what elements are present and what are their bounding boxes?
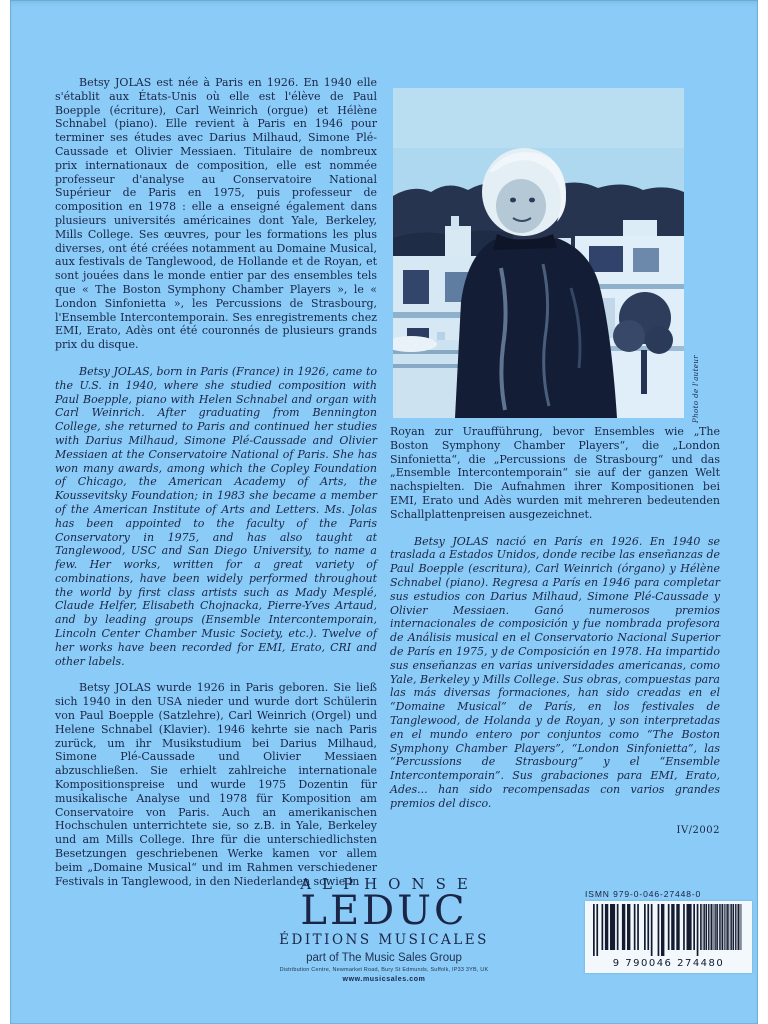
publisher-subtitle: ÉDITIONS MUSICALES [279,932,489,948]
barcode-block [585,889,760,973]
barcode-bars [593,904,744,956]
right-text-column [390,425,720,837]
book-back-cover [10,0,758,1024]
bio-paragraph-spanish: Betsy JOLAS nació en París en 1926. En 1940 se traslada a Estados Unidos, donde recibe las enseñanzas de Paul Boepple (escritura), Carl Weinrich (órgano) y Hélène Schnabel (piano). Regresa a París en 1946 para completar sus estudios con Darius Milhaud, Simone Plé-Caussade y Olivier Messiaen. Ganó numerosos premios internacionales de composición y fue nombrada profesora de Análisis musical en el Conservatorio Nacional Superior de París en 1975, y de Composición en 1978. Ha impartido sus enseñanzas en varias universidades americanas, como Yale, Berkeley y Mills College. Sus obras, compuestas para las más diversas formaciones, han sido creadas en el “Domaine Musical” de París, en los festivales de Tanglewood, de Holanda y de Royan, y son interpretadas en el mundo entero por conjuntos como “The Boston Symphony Chamber Players”, “London Sinfonietta”, las “Percussions de Strasbourg” y el “Ensemble Intercontemporain”. Sus grabaciones para EMI, Erato, Ades... han sido recompensadas con varios grandes premios del disco. [390,534,720,810]
publisher-name-line2: LEDUC [300,888,468,934]
bio-paragraph-german-part1: Betsy JOLAS wurde 1926 in Paris geboren. Sie ließ sich 1940 in den USA nieder und wurde dort Schülerin von Paul Boepple (Satzlehre), Carl Weinrich (Orgel) und Helene Schnabel (Klavier). 1946 kehrte sie nach Paris zurück, um ihr Musikstudium bei Darius Milhaud, Simone Plé-Caussade und Olivier Messiaen abzuschließen. Sie erhielt zahlreiche internationale Kompositionspreise und wurde 1975 Dozentin für musikalische Analyse und 1978 für Komposition am Conservatoire von Paris. Auch an amerikanischen Hochschulen unterrichtete sie, so z.B. in Yale, Berkeley und am Mills College. Ihre für die unterschiedlichsten Besetzungen geschriebenen Werke kamen vor allem beim „Domaine Musical“ und im Rahmen verschiedener Festivals in Tanglewood, in den Niederlanden sowie in [55,681,377,888]
publisher-website: www.musicsales.com [342,976,426,983]
author-photo [393,88,684,418]
ean-barcode [585,901,752,973]
bio-paragraph-german-part2: Royan zur Uraufführung, bevor Ensembles wie „The Boston Symphony Chamber Players“, die „London Sinfonietta“, die „Percussions de Strasbourg“ und das „Ensemble Intercontemporain“ sie auf der ganzen Welt nachspielten. Die Aufnahmen ihrer Kompositionen bei EMI, Erato und Adès wurden mit mehreren bedeutenden Schallplattenpreisen ausgezeichnet. [390,425,720,521]
edition-date-code: IV/2002 [676,824,720,836]
bio-paragraph-french: Betsy JOLAS est née à Paris en 1926. En 1940 elle s'établit aux États-Unis où elle est l'élève de Paul Boepple (écriture), Carl Weinrich (orgue) et Hélène Schnabel (piano). Elle revient à Paris en 1946 pour terminer ses études avec Darius Milhaud, Simone Plé-Caussade et Olivier Messiaen. Titulaire de nombreux prix internationaux de composition, elle est nommée professeur d'analyse au Conservatoire National Supérieur de Paris en 1975, puis professeur de composition en 1978 : elle a enseigné également dans plusieurs universités américaines dont Yale, Berkeley, Mills College. Ses œuvres, pour les formations les plus diverses, ont été créées notamment au Domaine Musical, aux festivals de Tanglewood, de Hollande et de Royan, et sont jouées dans le monde entier par des ensembles tels que « The Boston Symphony Chamber Players », le « London Sinfonietta », les Percussions de Strasbourg, l'Ensemble Intercontemporain. Ses enregistrements chez EMI, Erato, Adès ont été couronnés de plusieurs grands prix du disque. [55,76,377,352]
bio-paragraph-english: Betsy JOLAS, born in Paris (France) in 1926, came to the U.S. in 1940, where she studied composition with Paul Boepple, piano with Helen Schnabel and organ with Carl Weinrich. After graduating from Bennington College, she returned to Paris and continued her studies with Darius Milhaud, Simone Plé-Caussade and Olivier Messiaen at the Conservatoire National of Paris. She has won many awards, among which the Copley Foundation of Chicago, the American Academy of Arts, the Koussevitsky Foundation; in 1983 she became a member of the American Institute of Arts and Letters. Ms. Jolas has been appointed to the faculty of the Paris Conservatory in 1975, and has also taught at Tanglewood, USC and San Diego University, to name a few. Her works, written for a great variety of combinations, have been widely performed throughout the world by first class artists such as Mady Mesplé, Claude Helfer, Elisabeth Chojnacka, Pierre-Yves Artaud, and by leading groups (Ensemble Intercontemporain, Lincoln Center Chamber Music Society, etc.). Twelve of her works have been recorded for EMI, Erato, CRI and other labels. [55,364,377,668]
barcode-digits: 9 790046 274480 [612,958,725,969]
left-text-column [55,76,377,901]
publisher-group-line: part of The Music Sales Group [306,952,462,964]
publisher-name-line1: ALPHONSE [300,875,479,893]
ismn-label: ISMN 979-0-046-27448-0 [585,889,702,899]
photo-credit: Photo de l'auteur [692,355,700,423]
publisher-address: Distribution Centre, Newmarket Road, Bury St Edmunds, Suffolk, IP33 3YB, UK [279,967,489,973]
